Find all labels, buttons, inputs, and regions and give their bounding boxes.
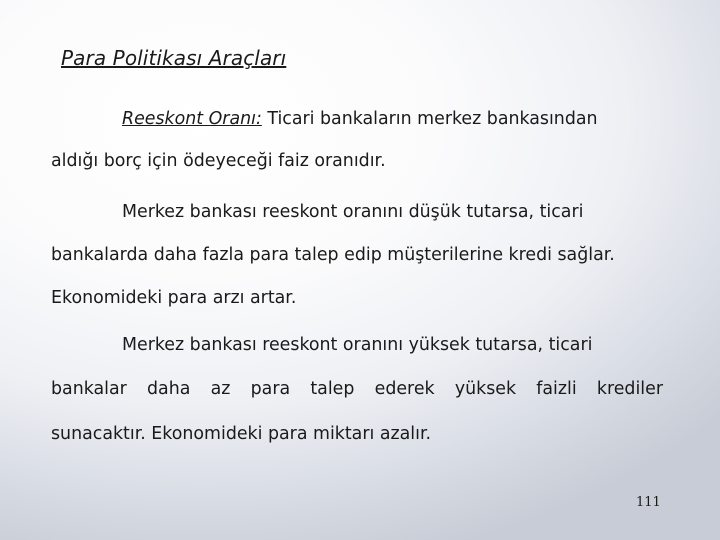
page-number: 111 bbox=[636, 495, 661, 510]
paragraph-3-line-3: sunacaktır. Ekonomideki para miktarı azalır. bbox=[51, 424, 432, 444]
term-reeskont-orani: Reeskont Oranı: bbox=[122, 109, 262, 129]
paragraph-2-line-3: Ekonomideki para arzı artar. bbox=[51, 288, 297, 308]
paragraph-1-line-2: aldığı borç için ödeyeceği faiz oranıdır. bbox=[51, 151, 386, 171]
paragraph-2-line-2: bankalarda daha fazla para talep edip müşterilerine kredi sağlar. bbox=[51, 245, 615, 265]
paragraph-3-line-2: bankalar daha az para talep ederek yüksek faizli krediler bbox=[51, 379, 663, 399]
paragraph-1-line-1 bbox=[122, 108, 598, 130]
paragraph-1-line-1-text: Ticari bankaların merkez bankasından bbox=[261, 109, 598, 129]
paragraph-2-line-1: Merkez bankası reeskont oranını düşük tutarsa, ticari bbox=[122, 202, 584, 222]
slide-title: Para Politikası Araçları bbox=[61, 46, 287, 70]
paragraph-3-line-1: Merkez bankası reeskont oranını yüksek tutarsa, ticari bbox=[122, 335, 593, 355]
